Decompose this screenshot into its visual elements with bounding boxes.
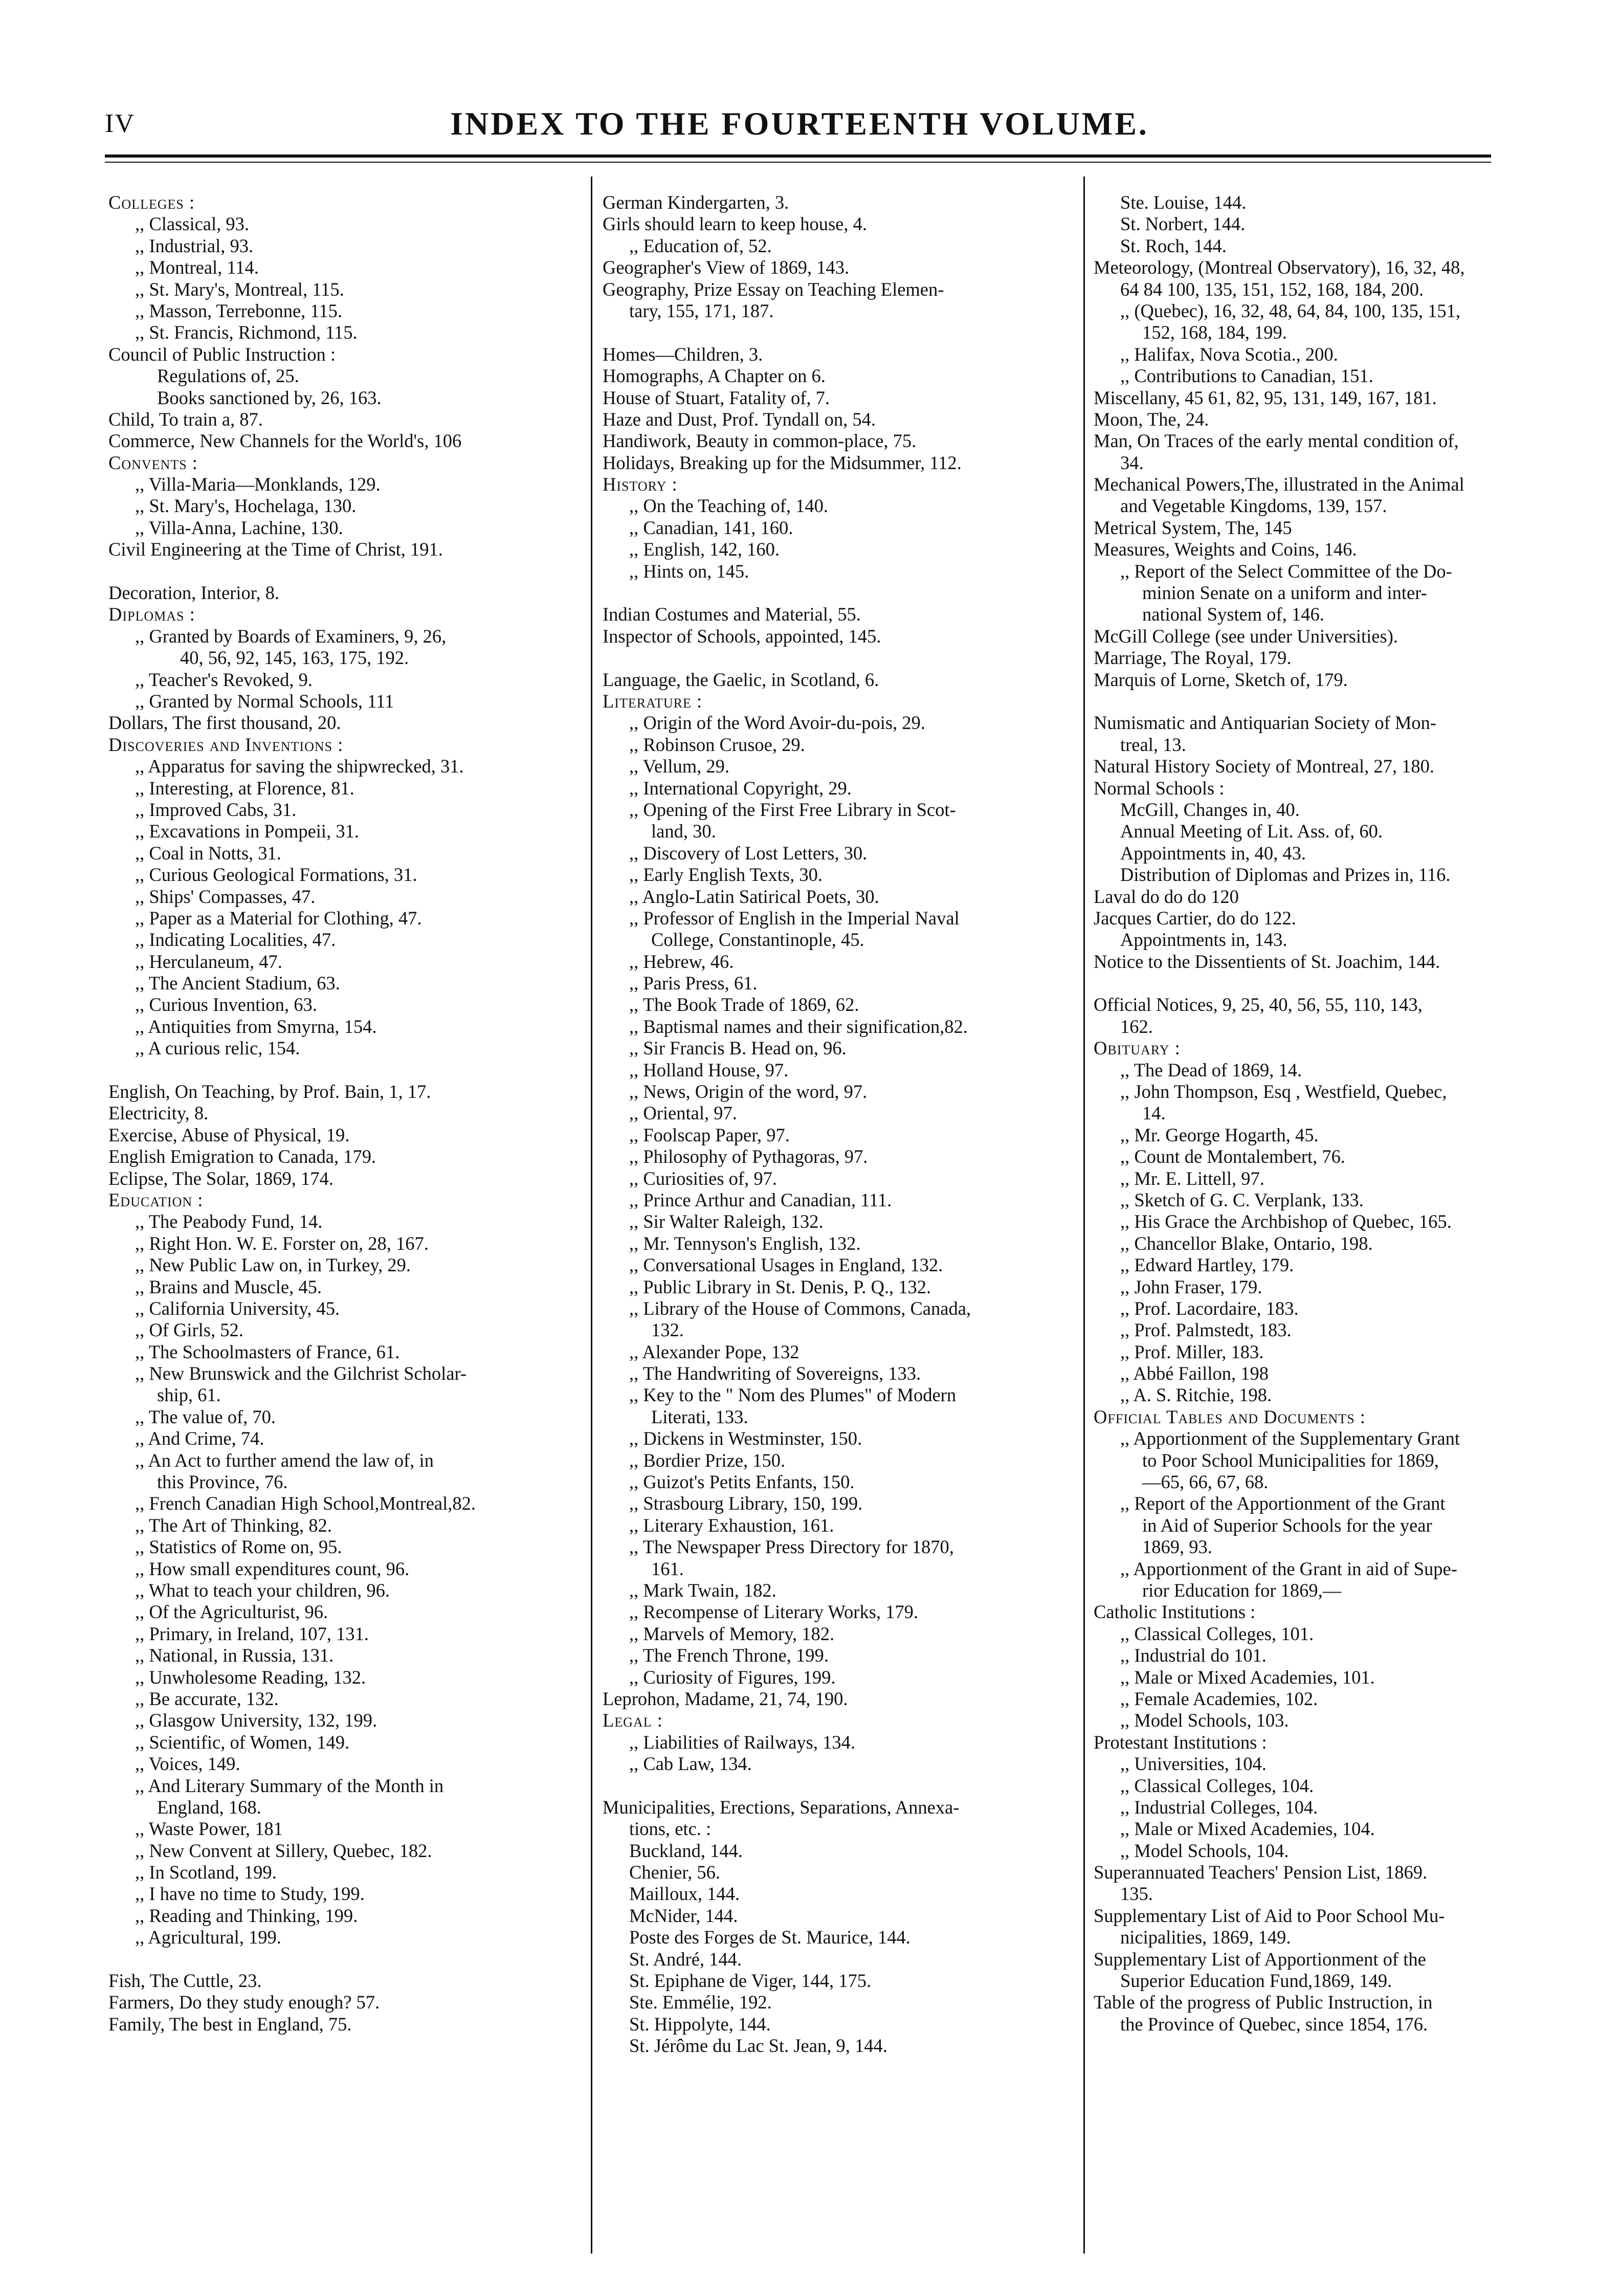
index-entry: ,, Count de Montalembert, 76. (1120, 1146, 1345, 1167)
index-entry: this Province, 76. (157, 1471, 288, 1493)
index-entry: ,, Chancellor Blake, Ontario, 198. (1120, 1232, 1373, 1254)
index-entry: Natural History Society of Montreal, 27, 180. (1094, 756, 1435, 777)
index-entry: ,, New Brunswick and the Gilchrist Scholar- (135, 1363, 467, 1384)
index-entry: ,, Vellum, 29. (629, 756, 730, 777)
index-entry: Farmers, Do they study enough? 57. (108, 1992, 380, 2013)
index-entry: ,, Classical, 93. (135, 213, 250, 235)
index-entry: ,, Indicating Localities, 47. (135, 929, 336, 951)
index-entry: Literature : (603, 690, 703, 712)
index-entry: Geography, Prize Essay on Teaching Elemen- (603, 278, 944, 300)
index-entry: ,, Strasbourg Library, 150, 199. (629, 1493, 863, 1514)
index-entry: ,, Industrial Colleges, 104. (1120, 1796, 1318, 1818)
index-entry: ,, New Convent at Sillery, Quebec, 182. (135, 1840, 432, 1861)
index-entry: English Emigration to Canada, 179. (108, 1146, 376, 1167)
index-entry: ,, Mark Twain, 182. (629, 1580, 776, 1601)
index-entry: ,, Female Academies, 102. (1120, 1688, 1318, 1709)
index-entry: McGill, Changes in, 40. (1120, 799, 1300, 820)
index-entry: Girls should learn to keep house, 4. (603, 213, 867, 235)
index-entry: ,, Bordier Prize, 150. (629, 1449, 786, 1471)
index-entry: ,, Edward Hartley, 179. (1120, 1254, 1294, 1276)
index-entry: ,, Excavations in Pompeii, 31. (135, 821, 359, 842)
index-entry: ,, Apportionment of the Supplementary Grant (1120, 1428, 1460, 1449)
index-entry: Obituary : (1094, 1037, 1181, 1059)
index-entry: Municipalities, Erections, Separations, Annexa- (603, 1796, 960, 1818)
index-entry: ,, Philosophy of Pythagoras, 97. (629, 1146, 868, 1167)
index-entry: ,, Mr. George Hogarth, 45. (1120, 1124, 1319, 1145)
index-entry: 135. (1120, 1883, 1153, 1905)
index-entry: Handiwork, Beauty in common-place, 75. (603, 430, 917, 452)
index-entry: Miscellany, 45 61, 82, 95, 131, 149, 167, 181. (1094, 387, 1437, 408)
index-entry: ,, Antiquities from Smyrna, 154. (135, 1015, 377, 1037)
index-entry: ,, Primary, in Ireland, 107, 131. (135, 1623, 369, 1644)
index-entry: Normal Schools : (1094, 777, 1225, 799)
index-entry: 14. (1142, 1102, 1166, 1124)
index-entry: Commerce, New Channels for the World's, 106 (108, 430, 462, 452)
index-column-3 (1094, 192, 1572, 2035)
index-entry: Geographer's View of 1869, 143. (603, 257, 850, 278)
index-entry: ,, Scientific, of Women, 149. (135, 1731, 350, 1753)
index-entry: ,, Universities, 104. (1120, 1753, 1267, 1775)
index-entry: 40, 56, 92, 145, 163, 175, 192. (180, 647, 409, 669)
index-entry: German Kindergarten, 3. (603, 192, 789, 213)
index-entry: ,, Of Girls, 52. (135, 1319, 243, 1341)
index-entry: ,, St. Francis, Richmond, 115. (135, 322, 358, 343)
index-entry: ,, How small expenditures count, 96. (135, 1558, 410, 1579)
index-entry: nicipalities, 1869, 149. (1120, 1927, 1291, 1948)
index-entry: History : (603, 474, 678, 495)
index-entry: Buckland, 144. (629, 1840, 743, 1861)
index-column-1 (108, 192, 587, 2035)
index-entry: ,, The Book Trade of 1869, 62. (629, 994, 859, 1015)
index-entry: land, 30. (651, 821, 716, 842)
index-entry: —65, 66, 67, 68. (1142, 1471, 1269, 1493)
index-entry: ,, Prince Arthur and Canadian, 111. (629, 1189, 892, 1210)
index-entry: ,, Montreal, 114. (135, 257, 259, 278)
index-entry: St. Hippolyte, 144. (629, 2013, 771, 2035)
index-entry: ,, Paris Press, 61. (629, 973, 758, 994)
index-entry: 161. (651, 1558, 684, 1579)
index-entry: ,, Classical Colleges, 104. (1120, 1775, 1314, 1796)
index-entry: St. Roch, 144. (1120, 235, 1227, 256)
index-entry: Chenier, 56. (629, 1862, 720, 1883)
index-entry: ,, Holland House, 97. (629, 1059, 789, 1080)
index-entry: tary, 155, 171, 187. (629, 300, 774, 321)
index-entry: minion Senate on a uniform and inter- (1142, 582, 1427, 604)
index-entry: England, 168. (157, 1796, 261, 1818)
index-entry: ,, An Act to further amend the law of, in (135, 1449, 434, 1471)
index-entry: Electricity, 8. (108, 1102, 209, 1124)
index-entry: Books sanctioned by, 26, 163. (157, 387, 382, 408)
index-entry: ,, Cab Law, 134. (629, 1753, 752, 1775)
index-entry: Homographs, A Chapter on 6. (603, 365, 826, 387)
index-entry: ,, Report of the Select Committee of the Do- (1120, 560, 1452, 582)
index-entry: ,, Curiosities of, 97. (629, 1167, 777, 1189)
index-entry: ,, Discovery of Lost Letters, 30. (629, 842, 868, 864)
page-number: IV (105, 109, 135, 138)
index-entry: Notice to the Dissentients of St. Joachim, 144. (1094, 951, 1440, 972)
index-entry: Poste des Forges de St. Maurice, 144. (629, 1927, 910, 1948)
index-entry: Child, To train a, 87. (108, 408, 263, 430)
index-entry: Meteorology, (Montreal Observatory), 16, 32, 48, (1094, 257, 1465, 278)
index-entry: ,, Prof. Lacordaire, 183. (1120, 1297, 1299, 1319)
index-entry: ,, Male or Mixed Academies, 101. (1120, 1666, 1375, 1688)
index-entry: ,, And Crime, 74. (135, 1428, 264, 1449)
index-entry: ,, Baptismal names and their signification,82. (629, 1015, 968, 1037)
index-entry: ,, Contributions to Canadian, 151. (1120, 365, 1373, 387)
index-entry: ,, Voices, 149. (135, 1753, 240, 1775)
index-entry: ,, Ships' Compasses, 47. (135, 886, 316, 907)
index-entry: ,, Sketch of G. C. Verplank, 133. (1120, 1189, 1364, 1210)
index-entry: ,, The Schoolmasters of France, 61. (135, 1341, 400, 1362)
index-entry: ,, Prof. Miller, 183. (1120, 1341, 1264, 1362)
index-entry: Mailloux, 144. (629, 1883, 740, 1905)
index-entry: Convents : (108, 452, 198, 473)
index-entry: ,, Professor of English in the Imperial Naval (629, 907, 960, 929)
index-entry: ,, Right Hon. W. E. Forster on, 28, 167. (135, 1232, 429, 1254)
index-entry: ,, Industrial, 93. (135, 235, 254, 256)
index-entry: ,, Model Schools, 104. (1120, 1840, 1289, 1861)
index-entry: ,, Coal in Notts, 31. (135, 842, 281, 864)
index-entry: ,, Report of the Apportionment of the Grant (1120, 1493, 1446, 1514)
index-entry: rior Education for 1869,— (1142, 1580, 1342, 1601)
index-entry: ,, The Dead of 1869, 14. (1120, 1059, 1302, 1080)
index-spacer (1094, 691, 1572, 712)
index-entry: ship, 61. (157, 1384, 221, 1406)
index-entry: Distribution of Diplomas and Prizes in, 116. (1120, 864, 1451, 886)
index-entry: Ste. Louise, 144. (1120, 192, 1247, 213)
index-entry: ,, The Newspaper Press Directory for 1870, (629, 1536, 954, 1558)
index-entry: English, On Teaching, by Prof. Bain, 1, 17. (108, 1081, 431, 1102)
index-entry: Marquis of Lorne, Sketch of, 179. (1094, 669, 1348, 690)
index-entry: Family, The best in England, 75. (108, 2013, 352, 2035)
index-entry: House of Stuart, Fatality of, 7. (603, 387, 830, 408)
index-entry: ,, Early English Texts, 30. (629, 864, 823, 886)
index-entry: Appointments in, 40, 43. (1120, 842, 1306, 864)
index-entry: ,, Origin of the Word Avoir-du-pois, 29. (629, 712, 925, 734)
index-entry: College, Constantinople, 45. (651, 929, 864, 951)
index-entry: ,, Education of, 52. (629, 235, 772, 256)
index-entry: Mechanical Powers,The, illustrated in the Animal (1094, 474, 1464, 495)
index-entry: ,, Dickens in Westminster, 150. (629, 1428, 862, 1449)
index-entry: ,, (Quebec), 16, 32, 48, 64, 84, 100, 135, 151, (1120, 300, 1461, 321)
index-entry: ,, International Copyright, 29. (629, 777, 852, 799)
index-entry: ,, Masson, Terrebonne, 115. (135, 300, 342, 321)
index-entry: ,, Improved Cabs, 31. (135, 799, 297, 820)
index-entry: ,, Curious Invention, 63. (135, 994, 317, 1015)
index-entry: ,, Alexander Pope, 132 (629, 1341, 800, 1362)
index-entry: Numismatic and Antiquarian Society of Mon- (1094, 712, 1437, 734)
index-entry: ,, California University, 45. (135, 1297, 340, 1319)
index-entry: ,, Unwholesome Reading, 132. (135, 1666, 366, 1688)
index-entry: Literati, 133. (651, 1406, 748, 1427)
index-entry: ,, Apparatus for saving the shipwrecked, 31. (135, 756, 464, 777)
index-entry: ,, Model Schools, 103. (1120, 1710, 1289, 1731)
index-entry: ,, Villa-Anna, Lachine, 130. (135, 517, 343, 538)
index-entry: the Province of Quebec, since 1854, 176. (1120, 2013, 1428, 2035)
index-entry: ,, Literary Exhaustion, 161. (629, 1514, 834, 1536)
index-spacer (108, 1059, 587, 1081)
index-entry: Council of Public Instruction : (108, 343, 336, 365)
index-entry: Inspector of Schools, appointed, 145. (603, 625, 881, 647)
index-entry: ,, Granted by Boards of Examiners, 9, 26, (135, 625, 447, 647)
index-entry: ,, Recompense of Literary Works, 179. (629, 1601, 919, 1623)
index-entry: ,, Brains and Muscle, 45. (135, 1276, 322, 1297)
index-entry: ,, Sir Walter Raleigh, 132. (629, 1211, 824, 1232)
index-entry: ,, Anglo-Latin Satirical Poets, 30. (629, 886, 879, 907)
index-entry: St. Jérôme du Lac St. Jean, 9, 144. (629, 2035, 887, 2057)
index-entry: ,, Statistics of Rome on, 95. (135, 1536, 342, 1558)
index-entry: Superior Education Fund,1869, 149. (1120, 1970, 1392, 1992)
index-entry: Superannuated Teachers' Pension List, 1869. (1094, 1862, 1428, 1883)
index-entry: ,, National, in Russia, 131. (135, 1645, 334, 1666)
index-entry: Education : (108, 1189, 204, 1210)
index-entry: ,, News, Origin of the word, 97. (629, 1081, 868, 1102)
index-entry: ,, Be accurate, 132. (135, 1688, 279, 1709)
index-entry: McGill College (see under Universities). (1094, 625, 1398, 647)
index-entry: Annual Meeting of Lit. Ass. of, 60. (1120, 821, 1383, 842)
index-entry: ,, Reading and Thinking, 199. (135, 1905, 358, 1926)
index-entry: 64 84 100, 135, 151, 152, 168, 184, 200. (1120, 278, 1424, 300)
index-entry: ,, St. Mary's, Montreal, 115. (135, 278, 344, 300)
index-entry: ,, Classical Colleges, 101. (1120, 1623, 1314, 1644)
index-entry: Marriage, The Royal, 179. (1094, 647, 1292, 669)
index-entry: Language, the Gaelic, in Scotland, 6. (603, 669, 879, 690)
index-entry: ,, Halifax, Nova Scotia., 200. (1120, 343, 1338, 365)
page-title: INDEX TO THE FOURTEENTH VOLUME. (450, 105, 1149, 142)
index-entry: ,, Granted by Normal Schools, 111 (135, 690, 394, 712)
index-entry: ,, Oriental, 97. (629, 1102, 737, 1124)
index-entry: ,, Of the Agriculturist, 96. (135, 1601, 328, 1623)
index-spacer (108, 561, 587, 582)
index-spacer (108, 1949, 587, 1970)
index-entry: St. Epiphane de Viger, 144, 175. (629, 1970, 872, 1992)
index-entry: ,, Mr. Tennyson's English, 132. (629, 1232, 861, 1254)
index-entry: Appointments in, 143. (1120, 929, 1287, 951)
index-entry: ,, Teacher's Revoked, 9. (135, 669, 313, 690)
index-entry: Leprohon, Madame, 21, 74, 190. (603, 1688, 848, 1709)
index-entry: Civil Engineering at the Time of Christ, 191. (108, 539, 443, 560)
index-entry: ,, Key to the " Nom des Plumes" of Modern (629, 1384, 957, 1406)
index-entry: ,, The Peabody Fund, 14. (135, 1211, 323, 1232)
index-entry: ,, Industrial do 101. (1120, 1645, 1267, 1666)
index-entry: Supplementary List of Aid to Poor School Mu- (1094, 1905, 1445, 1926)
index-entry: Dollars, The first thousand, 20. (108, 712, 341, 734)
index-entry: ,, Curious Geological Formations, 31. (135, 864, 417, 886)
index-entry: ,, Hints on, 145. (629, 560, 749, 582)
index-entry: tions, etc. : (629, 1818, 712, 1840)
index-entry: ,, St. Mary's, Hochelaga, 130. (135, 495, 357, 517)
index-entry: ,, Opening of the First Free Library in Scot- (629, 799, 956, 820)
index-entry: ,, Canadian, 141, 160. (629, 517, 793, 538)
index-entry: Haze and Dust, Prof. Tyndall on, 54. (603, 408, 876, 430)
index-entry: ,, His Grace the Archbishop of Quebec, 165. (1120, 1211, 1452, 1232)
index-entry: Indian Costumes and Material, 55. (603, 604, 861, 625)
index-entry: ,, Male or Mixed Academies, 104. (1120, 1818, 1375, 1840)
index-entry: ,, On the Teaching of, 140. (629, 495, 829, 517)
index-entry: Exercise, Abuse of Physical, 19. (108, 1124, 350, 1145)
index-entry: and Vegetable Kingdoms, 139, 157. (1120, 495, 1387, 517)
index-entry: treal, 13. (1120, 734, 1186, 755)
index-entry: Official Tables and Documents : (1094, 1406, 1366, 1427)
index-entry: Legal : (603, 1710, 663, 1731)
index-entry: St. André, 144. (629, 1948, 742, 1970)
header-rule-thick (105, 154, 1491, 158)
index-entry: ,, Villa-Maria—Monklands, 129. (135, 474, 381, 495)
index-entry: ,, Library of the House of Commons, Canada, (629, 1297, 971, 1319)
index-entry: ,, The Handwriting of Sovereigns, 133. (629, 1363, 921, 1384)
index-entry: St. Norbert, 144. (1120, 213, 1246, 235)
index-entry: ,, And Literary Summary of the Month in (135, 1775, 444, 1796)
index-entry: Measures, Weights and Coins, 146. (1094, 539, 1357, 560)
index-entry: ,, Apportionment of the Grant in aid of Supe- (1120, 1558, 1457, 1579)
index-entry: ,, Interesting, at Florence, 81. (135, 777, 354, 799)
index-entry: Laval do do do 120 (1094, 886, 1239, 907)
index-entry: 132. (651, 1319, 684, 1341)
index-entry: Official Notices, 9, 25, 40, 56, 55, 110, 143, (1094, 994, 1423, 1015)
index-entry: ,, English, 142, 160. (629, 539, 780, 560)
index-entry: ,, Liabilities of Railways, 134. (629, 1731, 855, 1753)
index-entry: ,, Abbé Faillon, 198 (1120, 1363, 1269, 1384)
index-entry: Holidays, Breaking up for the Midsummer, 112. (603, 452, 962, 473)
index-entry: Supplementary List of Apportionment of the (1094, 1948, 1426, 1970)
index-spacer (603, 647, 1081, 669)
index-entry: 152, 168, 184, 199. (1142, 322, 1287, 343)
index-entry: ,, A. S. Ritchie, 198. (1120, 1384, 1272, 1406)
index-entry: 162. (1120, 1015, 1153, 1037)
index-entry: Discoveries and Inventions : (108, 734, 344, 755)
index-entry: to Poor School Municipalities for 1869, (1142, 1449, 1439, 1471)
index-entry: ,, Paper as a Material for Clothing, 47. (135, 907, 422, 929)
index-entry: ,, Herculaneum, 47. (135, 951, 282, 972)
index-entry: Metrical System, The, 145 (1094, 517, 1292, 538)
index-entry: Homes—Children, 3. (603, 343, 763, 365)
column-divider-right (1083, 176, 1085, 2254)
index-entry: 1869, 93. (1142, 1536, 1212, 1558)
index-entry: ,, The French Throne, 199. (629, 1645, 829, 1666)
index-entry: Table of the progress of Public Instruction, in (1094, 1992, 1433, 2013)
index-entry: ,, Waste Power, 181 (135, 1818, 283, 1840)
index-entry: ,, Conversational Usages in England, 132. (629, 1254, 943, 1276)
index-entry: ,, Foolscap Paper, 97. (629, 1124, 790, 1145)
index-entry: Man, On Traces of the early mental condition of, (1094, 430, 1459, 452)
index-entry: Jacques Cartier, do do 122. (1094, 907, 1296, 929)
index-entry: ,, John Fraser, 179. (1120, 1276, 1262, 1297)
index-entry: ,, Agricultural, 199. (135, 1927, 281, 1948)
index-entry: McNider, 144. (629, 1905, 738, 1926)
index-entry: ,, Robinson Crusoe, 29. (629, 734, 805, 755)
index-entry: Colleges : (108, 192, 195, 213)
index-entry: ,, Hebrew, 46. (629, 951, 734, 972)
index-entry: Ste. Emmélie, 192. (629, 1992, 772, 2013)
column-divider-left (591, 176, 592, 2254)
index-entry: Moon, The, 24. (1094, 408, 1209, 430)
index-spacer (603, 1775, 1081, 1797)
index-spacer (603, 582, 1081, 604)
index-entry: ,, John Thompson, Esq , Westfield, Quebec, (1120, 1081, 1447, 1102)
index-entry: Decoration, Interior, 8. (108, 582, 280, 604)
index-spacer (603, 322, 1081, 343)
index-entry: Catholic Institutions : (1094, 1601, 1256, 1623)
index-entry: ,, In Scotland, 199. (135, 1862, 277, 1883)
header-rule-thin (105, 162, 1491, 163)
index-entry: ,, What to teach your children, 96. (135, 1580, 390, 1601)
index-spacer (1094, 973, 1572, 994)
index-entry: in Aid of Superior Schools for the year (1142, 1514, 1432, 1536)
index-entry: ,, The value of, 70. (135, 1406, 276, 1427)
index-entry: ,, Mr. E. Littell, 97. (1120, 1167, 1264, 1189)
index-entry: ,, Prof. Palmstedt, 183. (1120, 1319, 1292, 1341)
index-entry: ,, New Public Law on, in Turkey, 29. (135, 1254, 411, 1276)
index-entry: ,, French Canadian High School,Montreal,82. (135, 1493, 476, 1514)
index-entry: Protestant Institutions : (1094, 1731, 1267, 1753)
index-entry: ,, Sir Francis B. Head on, 96. (629, 1037, 847, 1059)
index-entry: ,, Marvels of Memory, 182. (629, 1623, 835, 1644)
index-entry: ,, I have no time to Study, 199. (135, 1883, 365, 1905)
index-entry: ,, A curious relic, 154. (135, 1037, 300, 1059)
index-entry: 34. (1120, 452, 1144, 473)
index-entry: ,, Public Library in St. Denis, P. Q., 132. (629, 1276, 931, 1297)
index-entry: ,, The Art of Thinking, 82. (135, 1514, 332, 1536)
index-entry: Eclipse, The Solar, 1869, 174. (108, 1167, 334, 1189)
index-entry: national System of, 146. (1142, 604, 1324, 625)
index-entry: Diplomas : (108, 604, 195, 625)
index-entry: ,, Guizot's Petits Enfants, 150. (629, 1471, 855, 1493)
index-entry: Fish, The Cuttle, 23. (108, 1970, 262, 1992)
index-entry: ,, Curiosity of Figures, 199. (629, 1666, 836, 1688)
index-entry: ,, The Ancient Stadium, 63. (135, 973, 340, 994)
index-entry: Regulations of, 25. (157, 365, 299, 387)
index-entry: ,, Glasgow University, 132, 199. (135, 1710, 377, 1731)
index-column-2 (603, 192, 1081, 2057)
